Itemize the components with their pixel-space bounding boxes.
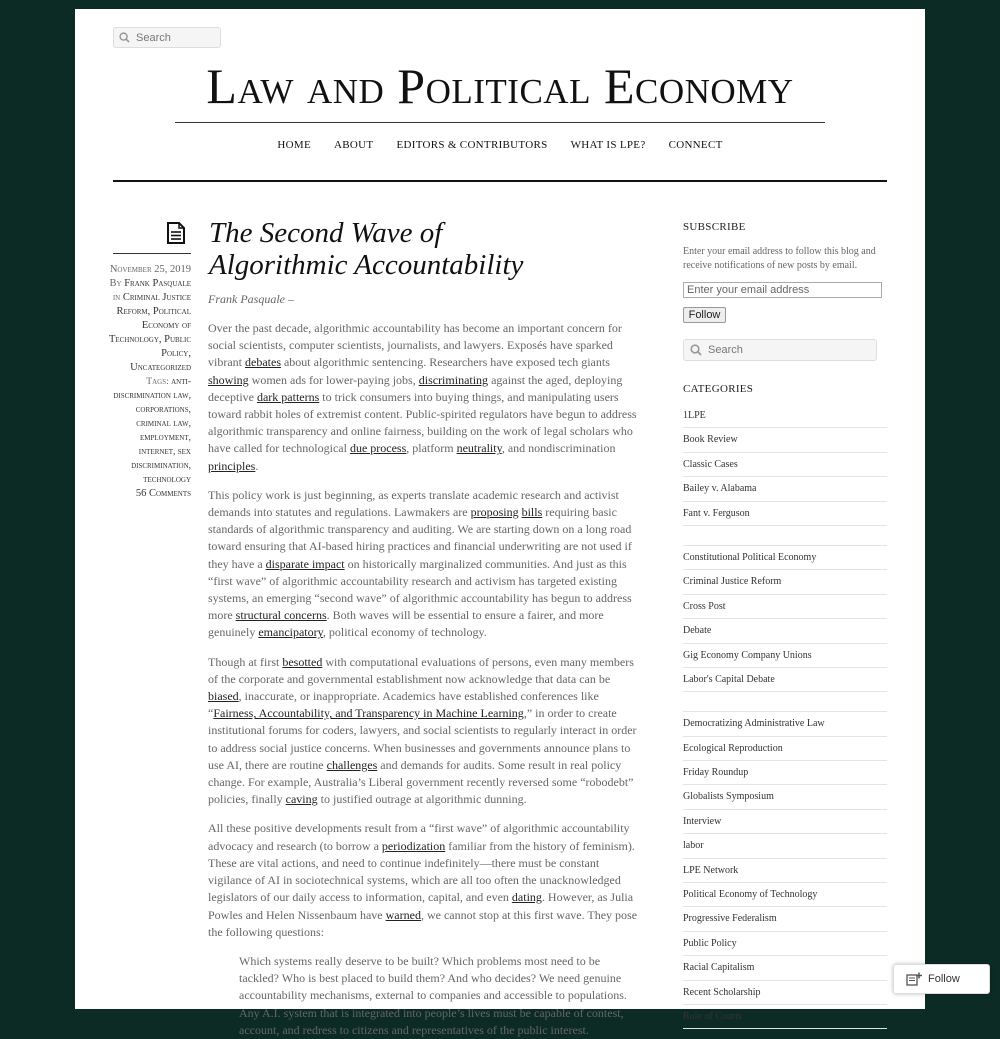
category-link[interactable]: Racial Capitalism (683, 956, 887, 980)
text: , political economy of technology. (322, 625, 487, 640)
text: , and nondiscrimination (501, 441, 616, 456)
link-dark-patterns[interactable]: dark patterns (256, 389, 320, 404)
text: about algorithmic sentencing. Researchers have exposed tech giants (280, 355, 610, 370)
link-structural-concerns[interactable]: structural concerns (235, 608, 327, 623)
category-link[interactable]: Globalists Symposium (683, 785, 887, 809)
text: women ads for lower-paying jobs, (248, 372, 419, 387)
category-link[interactable]: LPE Network (683, 859, 887, 883)
link-periodization[interactable]: periodization (381, 838, 446, 853)
paragraph-4 (208, 820, 640, 940)
tags-label: Tags: (146, 377, 169, 387)
link-neutrality[interactable]: neutrality (456, 441, 502, 456)
category-link[interactable]: Book Review (683, 428, 887, 452)
text: on historically marginalized communities. And just as this “first wave” of algorithmic accountability research and activism has targeted existing systems, an emerging “second wave” of algorithmic accountability has begun to address more (208, 556, 632, 623)
categories-heading: CATEGORIES (683, 383, 754, 395)
subscribe-text: Enter your email address to follow this blog and receive notifications of new posts by email. (683, 246, 876, 271)
text: requiring basic standards of algorithmic transparency and auditing. We are starting down on a long road toward ensuring that AI-based hiring practices and financial underwriting are not used if they have a (208, 505, 632, 571)
post-author[interactable]: Frank Pasquale (124, 278, 191, 289)
post-date[interactable]: November 25, 2019 (109, 264, 191, 275)
categories-list (683, 404, 887, 1029)
category-link[interactable]: Progressive Federalism (683, 907, 887, 931)
text: Over the past decade, algorithmic accountability has become an important concern for social scientists, computer scientists, journalists, and lawyers. Exposés have sparked vibrant (208, 321, 622, 370)
main-nav (75, 139, 925, 151)
blockquote: Which systems really deserve to be built? Which problems most need to be tackled? Who is best placed to build them? And who decides? We need genuine accountability mechanisms, external to companies and accessible to populations. Any A.I. system that is integrated into people’s lives must be capable of contest, account, and redress to citizens and representatives of the public interest. (239, 953, 627, 1037)
link-due-process[interactable]: due process (349, 441, 407, 456)
paragraph-2 (208, 487, 640, 642)
search-icon (690, 344, 702, 356)
text: , inaccurate, or inappropriate. Academics have established conferences like “ (208, 689, 599, 721)
post-title[interactable]: The Second Wave of Algorithmic Accountability (209, 217, 524, 281)
link-besotted[interactable]: besotted (282, 654, 323, 669)
nav-about[interactable]: ABOUT (334, 139, 374, 151)
nav-home[interactable]: HOME (277, 139, 311, 151)
category-link[interactable]: Cross Post (683, 595, 887, 619)
category-link[interactable]: Fant v. Ferguson (683, 502, 887, 526)
category-link[interactable]: Recent Scholarship (683, 981, 887, 1005)
text: . Both waves will be essential to ensure a fairer, and more genuinely (208, 608, 604, 640)
follow-button[interactable]: Follow (683, 307, 726, 323)
category-link[interactable]: Classic Cases (683, 453, 887, 477)
text: with computational evaluations of persons, even many members of the corporate and governmental establishment now acknowledge that data can be (208, 654, 634, 686)
nav-connect[interactable]: CONNECT (668, 139, 723, 151)
text: This policy work is just beginning, as experts translate academic research and activist demands into statutes and regulations. Lawmakers are (208, 487, 619, 520)
comments-link[interactable]: 56 Comments (135, 488, 191, 499)
link-dating[interactable]: dating (511, 890, 542, 905)
link-emancipatory[interactable]: emancipatory (258, 625, 323, 640)
email-field[interactable]: Enter your email address (683, 282, 882, 298)
post-content (208, 320, 640, 1039)
follow-float-label: Follow (928, 973, 960, 985)
text: . (255, 458, 259, 473)
link-debates[interactable]: debates (245, 355, 281, 370)
category-link[interactable]: Bailey v. Alabama (683, 477, 887, 501)
nav-editors-contributors[interactable]: EDITORS & CONTRIBUTORS (396, 139, 548, 151)
sidebar (683, 221, 887, 1029)
paragraph-3 (208, 654, 640, 809)
in-label: in (112, 292, 121, 303)
link-proposing[interactable]: proposing (470, 505, 519, 520)
category-link[interactable]: Ecological Reproduction (683, 737, 887, 761)
link-warned[interactable]: warned (385, 907, 421, 922)
link-discriminating[interactable]: discriminating (418, 372, 489, 387)
link-bills[interactable]: bills (521, 505, 543, 520)
subscribe-heading: SUBSCRIBE (683, 221, 746, 233)
link-biased[interactable]: biased (208, 689, 239, 704)
nav-what-is-lpe[interactable]: WHAT IS LPE? (570, 139, 646, 151)
link-caving[interactable]: caving (285, 792, 318, 807)
site-title[interactable]: Law and Political Economy (206, 58, 794, 114)
text: All these positive developments result from a “first wave” of algorithmic accountability advocacy and research (to borrow a (208, 821, 630, 853)
category-link[interactable]: Democratizing Administrative Law (683, 712, 887, 736)
text: , we cannot stop at this first wave. They pose the following questions: (208, 907, 638, 939)
text: , platform (406, 441, 457, 456)
post-byline: Frank Pasquale – (208, 292, 294, 306)
text: and demands for audits. Some result in real policy change. For example, Australia’s Liberal government recently reversed some “robodebt” policies, finally (208, 757, 634, 807)
follow-icon (906, 972, 922, 986)
link-disparate-impact[interactable]: disparate impact (265, 556, 345, 571)
floating-follow-button[interactable] (893, 964, 990, 994)
category-link[interactable]: Constitutional Political Economy (683, 546, 887, 570)
link-showing[interactable]: showing (208, 372, 249, 387)
link-challenges[interactable]: challenges (326, 757, 378, 772)
post-categories[interactable]: Criminal Justice Reform, Political Economy of Technology, Public Policy, Uncategorized (108, 292, 191, 373)
category-link[interactable]: Gig Economy Company Unions (683, 644, 887, 668)
category-link[interactable]: Role of Courts (683, 1005, 887, 1029)
page-container (75, 9, 925, 1037)
text: familiar from the history of feminism). These are vital actions, and need to continue indefinitely—there must be constant vigilance of AI in sociotechnical systems, which are all too often the unacknowledged legislators of our daily access to information, capital, and even (208, 838, 635, 905)
category-link[interactable]: Criminal Justice Reform (683, 570, 887, 594)
by-label: By (109, 278, 122, 289)
paragraph-1 (208, 320, 640, 475)
header-search-placeholder: Search (136, 31, 171, 44)
category-link[interactable]: Public Policy (683, 932, 887, 956)
header-divider (113, 180, 887, 182)
category-link[interactable]: labor (683, 834, 887, 858)
category-link[interactable]: Labor's Capital Debate (683, 668, 887, 692)
search-icon (119, 32, 130, 43)
header-search-input[interactable] (113, 27, 221, 48)
title-divider (175, 122, 825, 123)
link-fat-ml[interactable]: Fairness, Accountability, and Transparency in Machine Learning (213, 706, 524, 721)
text: to trick consumers into buying things, and manipulating users toward rabbit holes of extremist content. Public-spirited regulators have begun to address algorithmic transparency and online fairness, building on the work of legal scholars who have called for technological (208, 389, 637, 456)
meta-divider (113, 253, 191, 254)
link-principles[interactable]: principles (208, 458, 256, 473)
text: . However, as Julia Powles and Helen Nissenbaum have (208, 890, 634, 922)
text: to justified outrage at algorithmic dunning. (317, 792, 527, 807)
sidebar-search-placeholder: Search (708, 344, 743, 356)
category-link[interactable]: Political Economy of Technology (683, 883, 887, 907)
post-meta (105, 263, 191, 501)
text: against the aged, deploying deceptive (208, 372, 623, 404)
category-link[interactable]: 1LPE (683, 404, 887, 428)
text: Though at first (208, 654, 283, 669)
category-link[interactable]: Friday Roundup (683, 761, 887, 785)
post-tags[interactable]: anti-discrimination law, corporations, criminal law, employment, internet, sex discrimination, technology (113, 377, 191, 485)
category-link[interactable]: Debate (683, 619, 887, 643)
standard-post-icon (166, 222, 186, 244)
category-link[interactable]: Interview (683, 810, 887, 834)
category-separator (683, 526, 887, 546)
text: ,” in order to create institutional forums for coders, lawyers, and social scientists to regularly interact in order to address social justice concerns. When businesses and governments announce plans to use AI, there are routine (208, 706, 637, 772)
category-separator (683, 692, 887, 712)
sidebar-search-input[interactable] (683, 339, 877, 361)
